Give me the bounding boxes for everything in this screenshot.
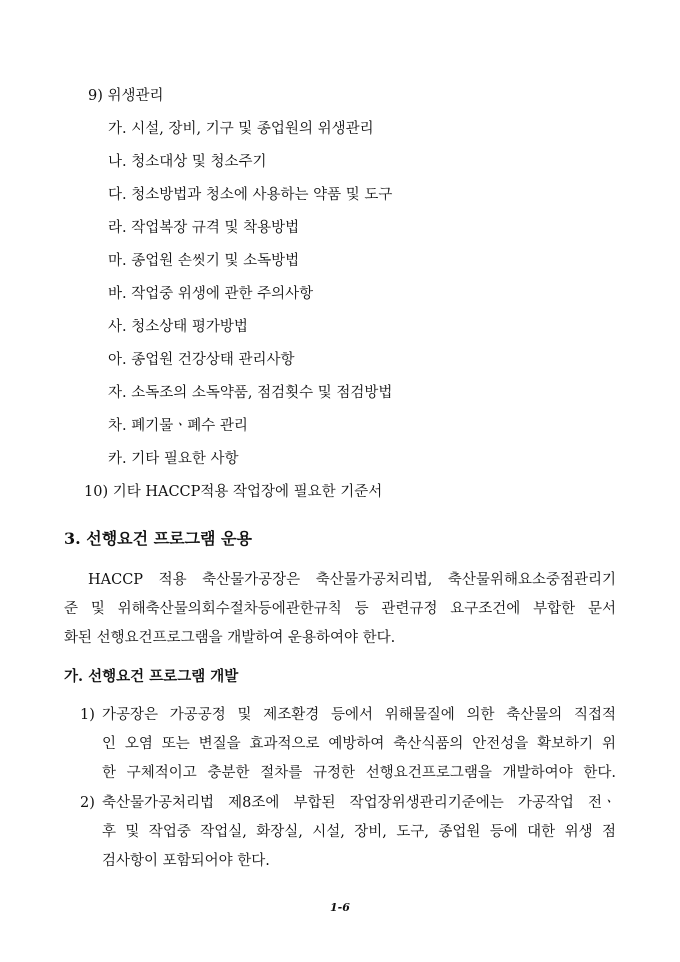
sublist-item: 아. 종업원 건강상태 관리사항: [108, 352, 295, 368]
sublist-item: 카. 기타 필요한 사항: [108, 451, 239, 467]
section-heading: 3. 선행요건 프로그램 운용: [64, 529, 252, 548]
paragraph-line: 화된 선행요건프로그램을 개발하여 운용하여야 한다.: [64, 630, 396, 646]
item-line: 후 및 작업중 작업실, 화장실, 시설, 장비, 도구, 종업원 등에 대한 위생 점: [102, 824, 616, 840]
item-line: 인 오염 또는 변질을 효과적으로 예방하여 축산식품의 안전성을 확보하기 위: [102, 736, 616, 752]
sublist-item: 마. 종업원 손씻기 및 소독방법: [108, 253, 300, 269]
sublist-item: 라. 작업복장 규격 및 착용방법: [108, 220, 300, 236]
sublist-item: 다. 청소방법과 청소에 사용하는 약품 및 도구: [108, 187, 393, 203]
item-number: 1): [80, 707, 95, 723]
sublist-item: 바. 작업중 위생에 관한 주의사항: [108, 286, 314, 302]
item-line: 가공장은 가공공정 및 제조환경 등에서 위해물질에 의한 축산물의 직접적: [102, 707, 616, 723]
sublist-item: 사. 청소상태 평가방법: [108, 319, 248, 335]
sublist-item: 자. 소독조의 소독약품, 점검횟수 및 점검방법: [108, 385, 393, 401]
subsection-heading: 가. 선행요건 프로그램 개발: [64, 668, 239, 685]
sublist-item: 가. 시설, 장비, 기구 및 종업원의 위생관리: [108, 121, 374, 137]
item-line: 검사항이 포함되어야 한다.: [102, 853, 270, 869]
sublist-item: 차. 폐기물ㆍ폐수 관리: [108, 418, 248, 434]
list-item-9: 9) 위생관리: [88, 88, 164, 104]
item-line: 한 구체적이고 충분한 절차를 규정한 선행요건프로그램을 개발하여야 한다.: [102, 765, 616, 781]
paragraph-line: HACCP 적용 축산물가공장은 축산물가공처리법, 축산물위해요소중점관리기: [88, 572, 616, 588]
sublist-item: 나. 청소대상 및 청소주기: [108, 154, 267, 170]
item-line: 축산물가공처리법 제8조에 부합된 작업장위생관리기준에는 가공작업 전ㆍ: [102, 795, 616, 811]
paragraph-line: 준 및 위해축산물의회수절차등에관한규칙 등 관련규정 요구조건에 부합한 문서: [64, 601, 616, 617]
list-item-10: 10) 기타 HACCP적용 작업장에 필요한 기준서: [84, 484, 383, 500]
page-number: 1-6: [330, 901, 350, 914]
item-number: 2): [80, 795, 95, 811]
